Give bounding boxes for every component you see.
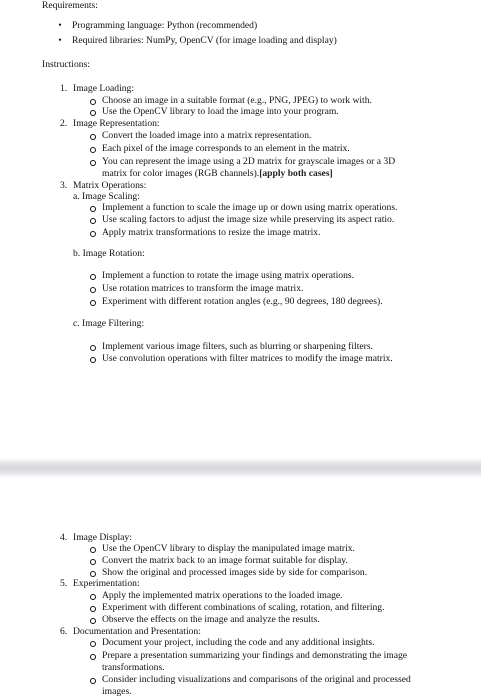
step-number: 3. bbox=[60, 180, 68, 191]
step-bullet: Use rotation matrices to transform the image matrix. bbox=[102, 283, 304, 294]
step-bullet: Implement various image filters, such as blurring or sharpening filters. bbox=[102, 341, 373, 352]
step-bullet: Implement a function to rotate the image using matrix operations. bbox=[102, 270, 355, 281]
hollow-bullet-icon bbox=[90, 300, 96, 306]
substep-title: b. Image Rotation: bbox=[73, 248, 145, 259]
substep-title: a. Image Scaling: bbox=[73, 191, 140, 202]
hollow-bullet-icon bbox=[90, 654, 96, 660]
step-title: Image Loading: bbox=[73, 83, 135, 94]
step-bullet: You can represent the image using a 2D matrix for grayscale images or a 3D bbox=[102, 156, 396, 167]
step-number: 1. bbox=[60, 83, 68, 94]
step-number: 5. bbox=[60, 578, 68, 589]
hollow-bullet-icon bbox=[90, 99, 96, 105]
step-bullet: Apply the implemented matrix operations to the loaded image. bbox=[102, 590, 343, 601]
apply-both-cases-note: [apply both cases] bbox=[259, 168, 333, 179]
hollow-bullet-icon bbox=[90, 134, 96, 140]
step-bullet: Experiment with different rotation angles (e.g., 90 degrees, 180 degrees). bbox=[102, 296, 383, 307]
hollow-bullet-icon bbox=[90, 110, 96, 116]
step-bullet: Apply matrix transformations to resize the image matrix. bbox=[102, 227, 321, 238]
hollow-bullet-icon bbox=[90, 641, 96, 647]
step-number: 6. bbox=[60, 626, 68, 637]
hollow-bullet-icon bbox=[90, 678, 96, 684]
document-page-bottom bbox=[0, 478, 481, 700]
step-title: Matrix Operations: bbox=[73, 180, 147, 191]
step-bullet: Use convolution operations with filter matrices to modify the image matrix. bbox=[102, 353, 393, 364]
instructions-heading: Instructions: bbox=[42, 59, 90, 70]
bullet-icon: • bbox=[58, 35, 62, 46]
step-title: Documentation and Presentation: bbox=[73, 626, 201, 637]
step-bullet: Convert the matrix back to an image format suitable for display. bbox=[102, 555, 348, 566]
step-bullet: Consider including visualizations and comparisons of the original and processed bbox=[102, 674, 411, 685]
step-bullet: Implement a function to scale the image up or down using matrix operations. bbox=[102, 202, 398, 213]
hollow-bullet-icon bbox=[90, 571, 96, 577]
requirements-heading: Requirements: bbox=[42, 0, 98, 11]
bullet-icon: • bbox=[58, 20, 62, 31]
step-bullet: Use scaling factors to adjust the image size while preserving its aspect ratio. bbox=[102, 214, 395, 225]
hollow-bullet-icon bbox=[90, 559, 96, 565]
step-bullet: Document your project, including the code and any additional insights. bbox=[102, 637, 375, 648]
hollow-bullet-icon bbox=[90, 231, 96, 237]
hollow-bullet-icon bbox=[90, 218, 96, 224]
step-bullet-text: matrix for color images (RGB channels). bbox=[102, 168, 260, 179]
step-number: 4. bbox=[60, 532, 68, 543]
step-bullet: Show the original and processed images side by side for comparison. bbox=[102, 567, 368, 578]
step-bullet-continuation: images. bbox=[102, 686, 132, 697]
step-bullet: Each pixel of the image corresponds to an element in the matrix. bbox=[102, 143, 350, 154]
hollow-bullet-icon bbox=[90, 274, 96, 280]
step-title: Image Display: bbox=[73, 532, 132, 543]
hollow-bullet-icon bbox=[90, 594, 96, 600]
step-number: 2. bbox=[60, 118, 68, 129]
step-bullet: Use the OpenCV library to load the image into your program. bbox=[102, 106, 339, 117]
page-break-divider bbox=[0, 458, 481, 478]
step-bullet: Convert the loaded image into a matrix representation. bbox=[102, 130, 312, 141]
hollow-bullet-icon bbox=[90, 618, 96, 624]
substep-title: c. Image Filtering: bbox=[73, 318, 145, 329]
step-title: Image Representation: bbox=[73, 118, 160, 129]
requirement-item: Required libraries: NumPy, OpenCV (for image loading and display) bbox=[72, 35, 337, 46]
step-bullet: Choose an image in a suitable format (e.g., PNG, JPEG) to work with. bbox=[102, 95, 372, 106]
step-bullet-continuation bbox=[102, 168, 333, 180]
hollow-bullet-icon bbox=[90, 287, 96, 293]
step-bullet: Observe the effects on the image and analyze the results. bbox=[102, 614, 320, 625]
hollow-bullet-icon bbox=[90, 357, 96, 363]
hollow-bullet-icon bbox=[90, 147, 96, 153]
hollow-bullet-icon bbox=[90, 160, 96, 166]
hollow-bullet-icon bbox=[90, 547, 96, 553]
step-title: Experimentation: bbox=[73, 578, 140, 589]
step-bullet: Prepare a presentation summarizing your findings and demonstrating the image bbox=[102, 650, 408, 661]
requirement-item: Programming language: Python (recommended) bbox=[72, 20, 258, 31]
step-bullet-continuation: transformations. bbox=[102, 662, 165, 673]
hollow-bullet-icon bbox=[90, 606, 96, 612]
hollow-bullet-icon bbox=[90, 345, 96, 351]
step-bullet: Experiment with different combinations of scaling, rotation, and filtering. bbox=[102, 602, 385, 613]
step-bullet: Use the OpenCV library to display the manipulated image matrix. bbox=[102, 543, 355, 554]
hollow-bullet-icon bbox=[90, 206, 96, 212]
